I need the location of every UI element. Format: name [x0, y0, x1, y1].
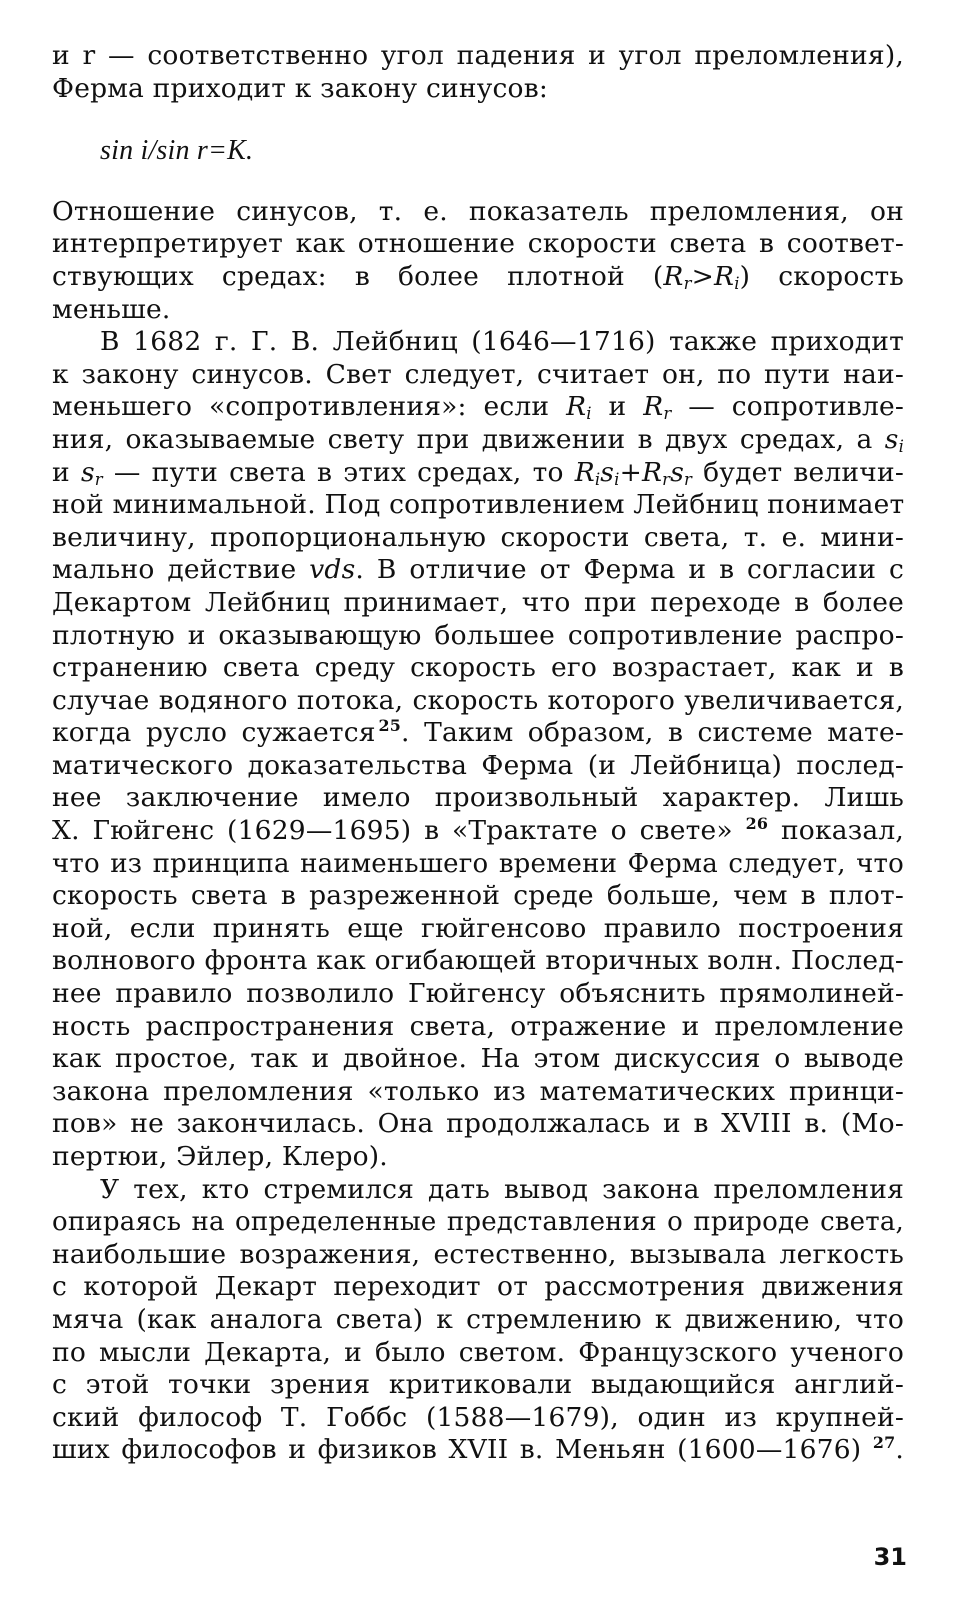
text-line: скорость света в разреженной среде больше, чем в плот-	[52, 880, 904, 912]
text-line: плотную и оказывающую большее сопротивление распро-	[52, 619, 904, 651]
text-line: величину, пропорциональную скорости света, т. е. мини-	[52, 521, 904, 553]
text-line: с которой Декарт переходит от рассмотрения движения	[52, 1271, 904, 1303]
text-line: В 1682 г. Г. В. Лейбниц (1646—1716) также приходит	[100, 326, 904, 358]
text-line: нее правило позволило Гюйгенсу объяснить прямолиней-	[52, 978, 904, 1010]
page-number: 31	[873, 1543, 907, 1571]
text-line: ствующих средах: в более плотной $(R_r>R_i)$ скорость	[52, 260, 905, 293]
text-line: матического доказательства Ферма (и Лейбница) послед-	[52, 749, 904, 781]
footnote-ref-25: 25	[378, 716, 402, 736]
text-line: закона преломления «только из математических принци-	[52, 1075, 904, 1107]
page-body	[52, 40, 904, 1467]
text-line: по мысли Декарта, и было светом. Французского ученого	[52, 1336, 904, 1368]
text-line: пов» не закончилась. Она продолжалась и в XVIII в. (Мо-	[52, 1108, 904, 1140]
text-line: меньшего «сопротивления»: если $R_i$ и $R_r$ — сопротивле-	[52, 391, 905, 424]
text-line: наибольшие возражения, естественно, вызывала легкость	[52, 1238, 904, 1270]
text-line: ский философ Т. Гоббс (1588—1679), один из крупней-	[52, 1401, 904, 1433]
text-line: интерпретирует как отношение скорости света в соответ-	[52, 228, 904, 260]
text-line: странению света среду скорость его возрастает, как и в	[52, 652, 904, 684]
text-line: нее заключение имело произвольный характер. Лишь	[52, 782, 904, 814]
text-line: с этой точки зрения критиковали выдающийся англий-	[52, 1369, 904, 1401]
footnote-ref-26: 26	[745, 814, 769, 834]
text-line: опираясь на определенные представления о природе света,	[52, 1207, 904, 1238]
text-line: когда русло сужается $^{25}$. Таким образом, в системе мате-	[52, 716, 905, 749]
text-line: и r — соответственно угол падения и угол преломления),	[52, 40, 904, 71]
text-line: как простое, так и двойное. На этом дискуссия о выводе	[52, 1043, 904, 1075]
text-line: мяча (как аналога света) к стремлению к движению, что	[52, 1303, 904, 1335]
text-line: ной, если принять еще гюйгенсово правило построения	[52, 912, 904, 944]
text-line: ность распространения света, отражение и преломление	[52, 1010, 904, 1042]
text-line: Х. Гюйгенс (1629—1695) в «Трактате о свете» $^{26}$ показал,	[52, 814, 905, 847]
text-line: ших философов и физиков XVII в. Меньян (1600—1676) $^{27}$.	[52, 1433, 905, 1466]
text-line: ния, оказываемые свету при движении в двух средах, а $s_i$	[52, 423, 905, 456]
text-line: мально действие vds. В отличие от Ферма и в согласии с	[52, 554, 904, 586]
text-line: к закону синусов. Свет следует, считает он, по пути наи-	[52, 358, 904, 390]
text-line: Ферма приходит к закону синусов:	[52, 72, 548, 104]
text-line: волнового фронта как огибающей вторичных волн. Послед-	[52, 945, 904, 977]
text-line: и $s_r$ — пути света в этих средах, то $R_is_i+R_rs_r$ будет величи-	[52, 456, 905, 489]
sine-law-formula: sin i/sin r=K.	[100, 135, 254, 167]
text-line: случае водяного потока, скорость которого увеличивается,	[52, 684, 904, 716]
text-line: что из принципа наименьшего времени Ферма следует, что	[52, 848, 904, 879]
text-line: Декартом Лейбниц принимает, что при переходе в более	[52, 586, 904, 618]
text-line: ной минимальной. Под сопротивлением Лейбниц понимает	[52, 489, 905, 521]
text-line: У тех, кто стремился дать вывод закона преломления	[100, 1173, 904, 1205]
text-line: пертюи, Эйлер, Клеро).	[52, 1141, 388, 1172]
text-line: меньше.	[52, 293, 171, 325]
footnote-ref-27: 27	[872, 1433, 896, 1453]
text-line: Отношение синусов, т. е. показатель преломления, он	[52, 195, 904, 227]
